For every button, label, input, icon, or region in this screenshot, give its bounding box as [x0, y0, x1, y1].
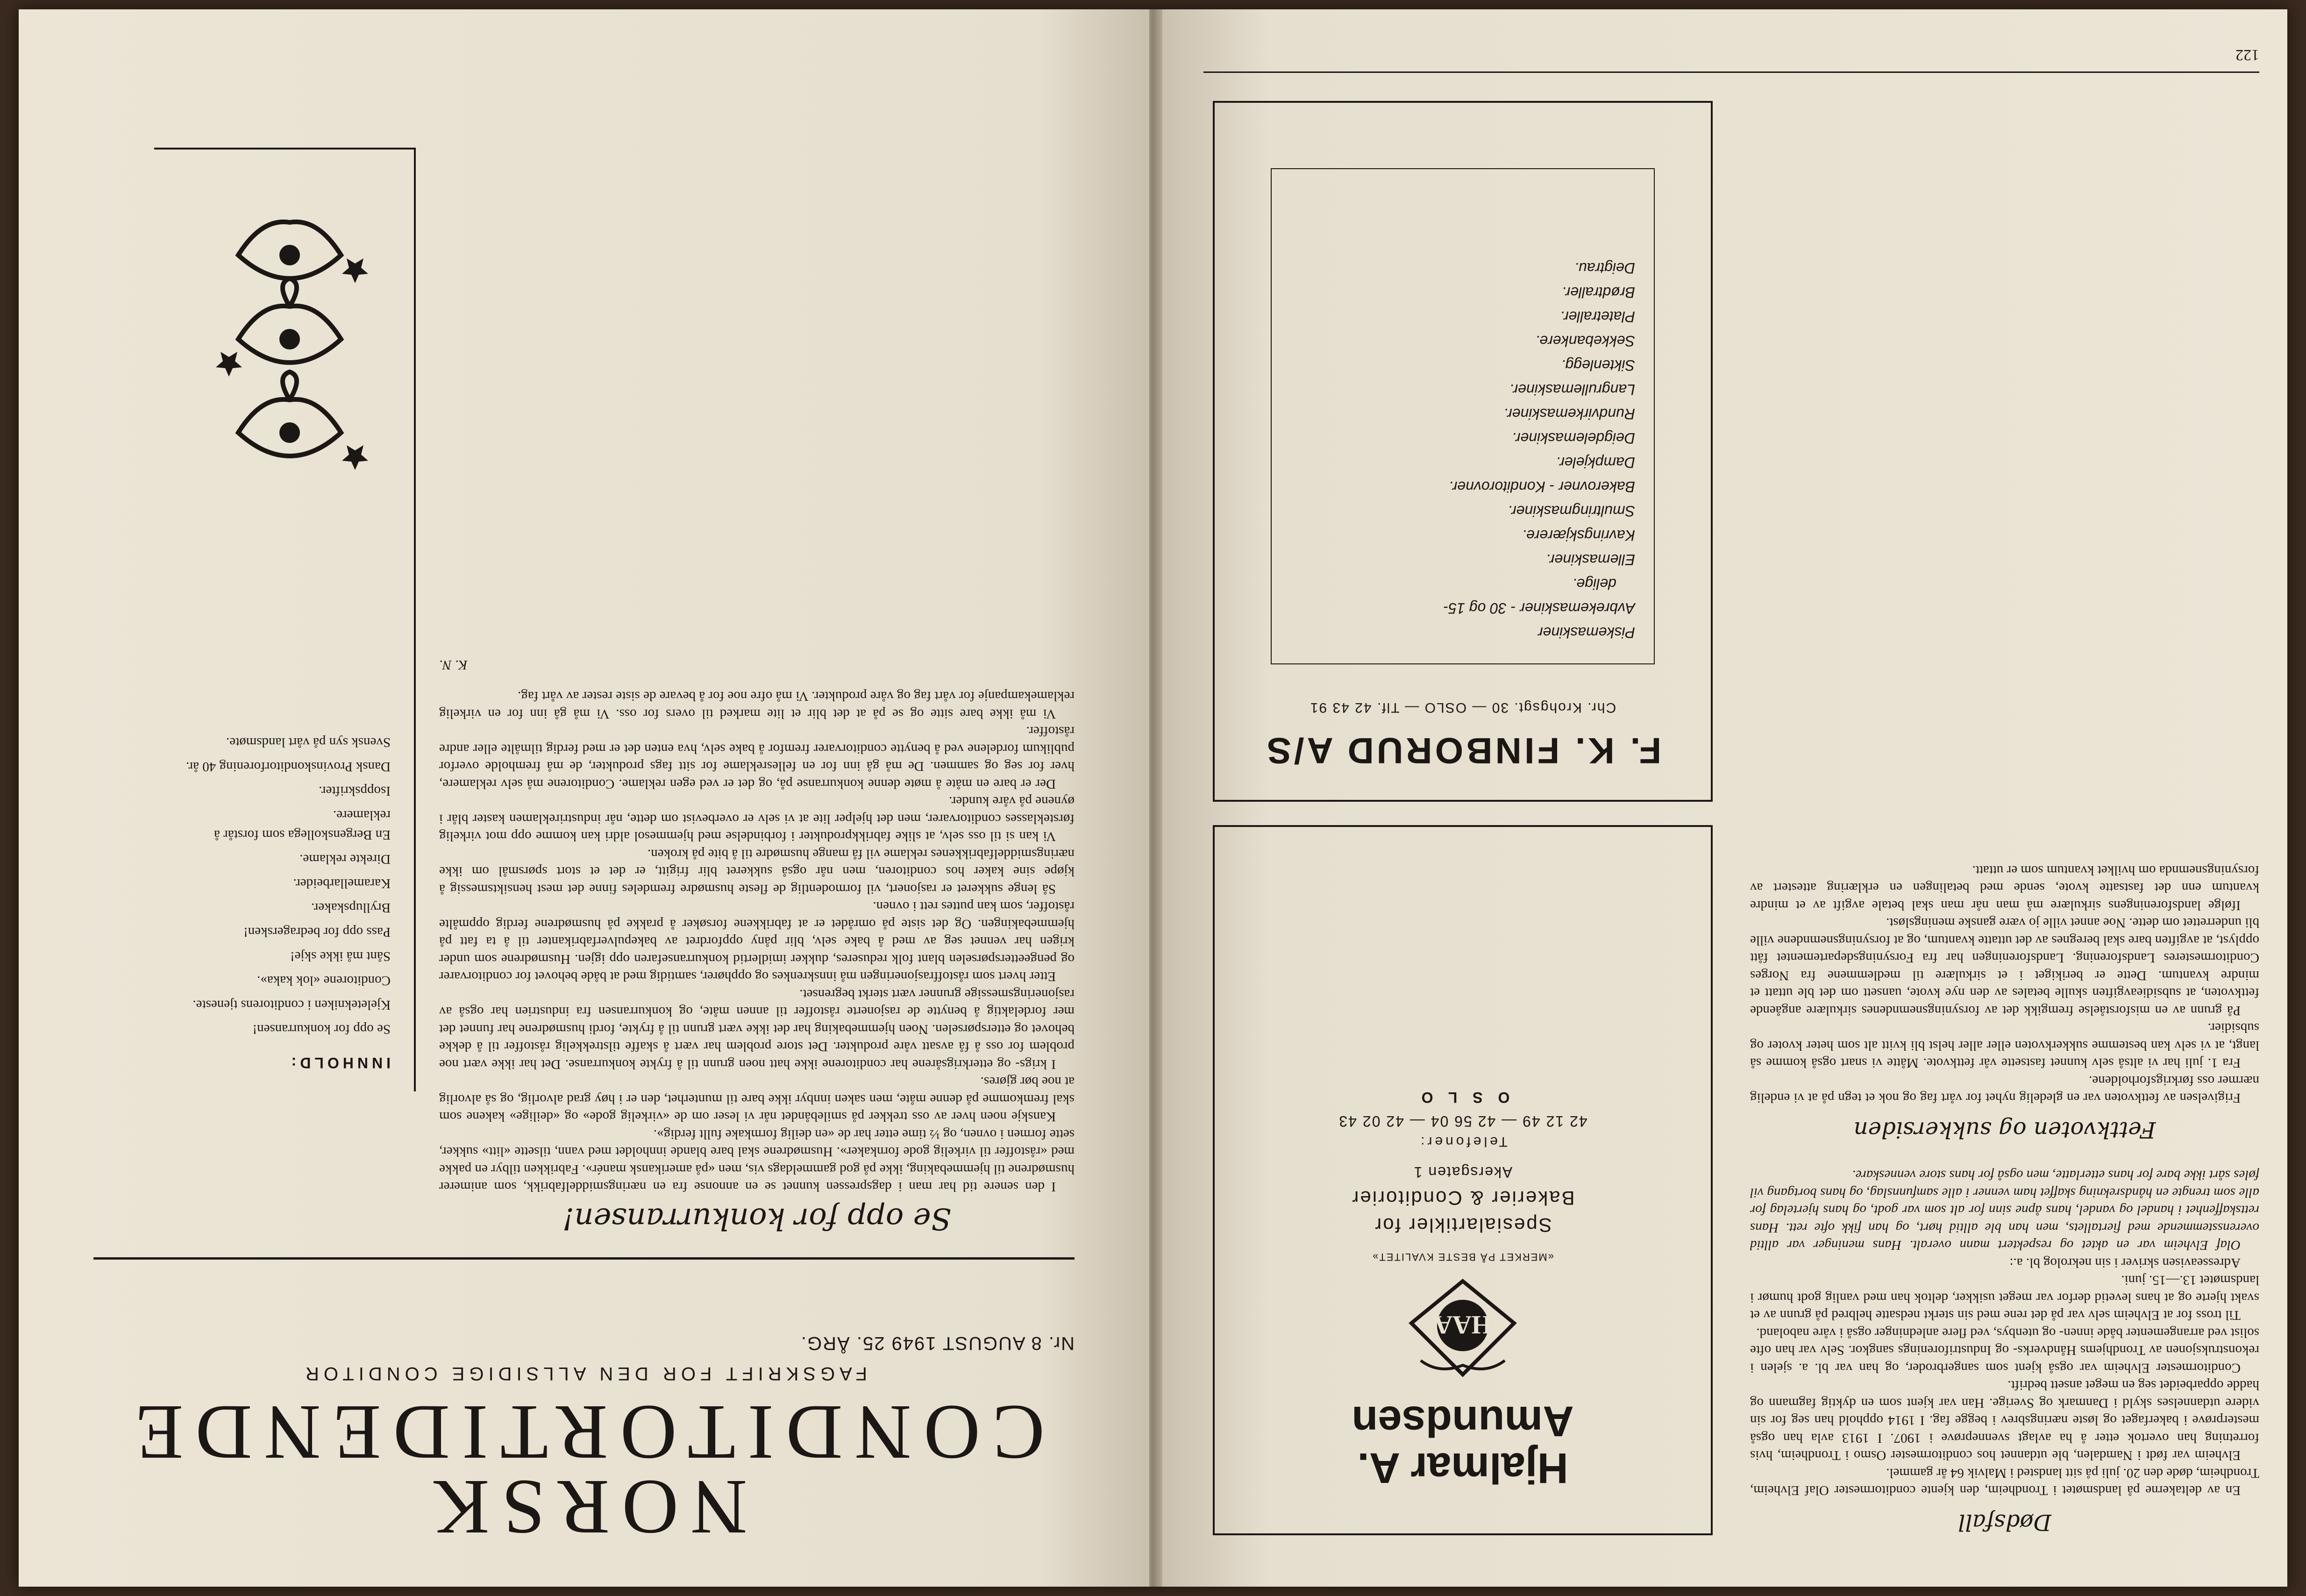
obituary-paragraph: Adresseavisen skriver i sin nekrolog bl. a.: [2009, 1255, 2241, 1270]
obituary-heading: Dødsfall [1958, 1509, 2051, 1535]
ad-amundsen-phones: 42 12 49 — 42 56 04 — 42 02 43 [1338, 1113, 1587, 1130]
article-paragraph: Etter hvert som råstoffrasjoneringen må innskrenkes og opphører, samtidig med at både behovet for conditorvarer og pengeetterspørselen blant folk reduseres, dukker imidlertid konkurransefaren opp igjen. Husmødrene som under krigen har vennet seg av med å bake selv, blir påny oppfordret av bakepulverfabrikanter til å ta fatt på hjemmebakingen. Og det siste på området er at fabrikkene forsøker å prakke på husmødrene ferdig oppmålte råstoffer, som kan puttes rett i ovnen. [439, 899, 1075, 984]
toc-item: Dansk Provinskonditorforening 40 år. [185, 759, 391, 774]
obituary-paragraph: Elvheim var født i Namdalen, ble utdannet hos conditormester Osmo i Trondheim, hvis forretning han overtok etter å ha avlagt svenneprøve i 1907. I 1913 avla han også mesterprøve i bakerfaget og løste næringsbrev i begge fag. I 1914 opphold han seg for sin videre utdannelses skyld i Danmark og Sverige. Han var kjent som en dyktig fagmann og hadde opparbeidet seg en meget ansett bedrift. [1750, 1378, 2259, 1463]
masthead-issue: Nr. 8 AUGUST 1949 25. ÅRG. [800, 1333, 1075, 1354]
ad-amundsen-specialty-line: Spesialartikler for [1374, 1214, 1552, 1236]
fettkvoten-paragraph: Ifølge landsforeningens sirkulære må man når man skal betale avgift av et mindre kvantum enn det fastsatte kvote, sende med betalingen en erklæring attestert av forsyningsnemnda om hvilket kvantum som er uttatt. [1750, 863, 2259, 913]
masthead-subtitle: FAGSKRIFT FOR DEN ALLSIDIGE CONDITOR [301, 1363, 868, 1384]
masthead-title [93, 1389, 1075, 1551]
masthead [93, 1332, 1075, 1551]
page-number: 122 [2235, 46, 2259, 64]
magazine-spread [19, 9, 2287, 1587]
ad-amundsen-name-line: Hjalmar A. [1357, 1444, 1568, 1492]
svg-text:HAA: HAA [1433, 1310, 1492, 1339]
ad-amundsen [1213, 825, 1713, 1535]
footer-rule [1203, 71, 2259, 73]
toc-item: Se opp for konkurransen! [252, 1022, 391, 1037]
masthead-title-line: CONDITORTIDENDE [123, 1389, 1045, 1476]
ad-amundsen-phone-label: Telefoner: [1418, 1134, 1508, 1149]
obituary-column [1750, 862, 2259, 1536]
ad-amundsen-name [1215, 1398, 1711, 1491]
toc-item: Svensk syn på vårt landsmøte. [226, 735, 391, 750]
product-item: Smultringmaskiner. [1508, 503, 1635, 520]
fettkvoten-heading: Fettkvoten og sukkersiden [1853, 1117, 2156, 1143]
toc-heading: INNHOLD: [287, 1054, 391, 1071]
toc-item: Bryllupskaker. [311, 900, 391, 915]
haa-logo-icon [1402, 1276, 1523, 1379]
toc-item: Isoppskrifter. [319, 784, 391, 798]
product-item: Platetraller. [1560, 308, 1635, 325]
fettkvoten-paragraph: Frigivelsen av fettkvoten var en gledelig nyhet for vårt fag og nok et tegn på at vi endelig nærmer oss førkrigsforholdene. [1750, 1073, 2259, 1106]
toc-item: Conditorene «lok kaka». [257, 973, 391, 988]
product-item: Brødtraller. [1561, 284, 1635, 301]
obituary-paragraph: Til tross for at Elvheim selv var på det rene med sin sterkt nedsatte helbred på grunn av et svakt hjerte og at hans levetid derfor var meget usikker, deltok han med vanlig godt humør i landsmøtet 13.—15. juni. [1750, 1273, 2259, 1323]
ad-finborud [1213, 101, 1713, 802]
product-item: Avbrekemaskiner - 30 og 15- [1443, 600, 1635, 617]
product-item: Deigtrau. [1574, 260, 1635, 277]
obituary-paragraph: Conditormester Elvheim var også kjent som sangerbroder, og han var bl. a. sjelen i rekonstruksjonen av Trondhjems Håndverks- og Industriforenings sangkor. Selv var han ofte solist ved arrangementer både innen- og utenbys, ved flere anledninger også i våre naboland. [1750, 1325, 2259, 1375]
ad-amundsen-city: O S L O [1416, 1089, 1510, 1106]
product-item: Ellemaskiner. [1546, 551, 1635, 568]
product-item: Deigdelemaskiner. [1512, 430, 1635, 447]
article-signature: K. N. [439, 657, 468, 672]
masthead-rule [93, 1257, 1075, 1260]
ad-amundsen-address: Akersgaten 1 [1413, 1164, 1513, 1181]
ad-amundsen-tagline: «MERKET PÅ BESTE KVALITET» [1372, 1251, 1554, 1263]
product-item: delige. [1572, 576, 1616, 592]
fettkvoten-paragraph: På grunn av en misforståelse fremgikk det av forsyningsnemndenes sirkulære angående fettkvoten, at subsidieavgiften skulle betales av den nye kvote, uansett om det ble uttatt et mindre kvantum. Dette er berikiget i et sirkulære til medlemmene fra Norges Conditormesteres Landsforening. Landsforeningen har fra Forsyningsdepartementet fått opplyst, at avgiften bare skal beregnes av det uttatte kvantum, og at forsyningsnemndene ville bli underrettet om dette. Noe annet ville jo være ganske meningsløst. [1750, 915, 2259, 1018]
article-paragraph: Så lenge sukkeret er rasjonert, vil formodentlig de fleste husmødre fremdeles finne det mest hensiktsmessig å kjøpe sine kaker hos conditoren, men når også sukkeret blir frigitt, er det et stort spørsmål om ikke næringsmiddelfabrikkenes reklame vil få mange husmødre til å bite på kroken. [439, 847, 1075, 897]
fettkvoten-paragraph: Fra 1. juli har vi altså selv kunnet fastsette vår fettkvote. Måtte vi snart også komme så langt, at vi selv kan bestemme sukkerkvoten eller aller helst bli kvitt alt som heter kvoter og subsidier. [1750, 1020, 2259, 1071]
obituary-paragraph: En av deltakerne på landsmøtet i Trondheim, den kjente conditormester Olaf Elvheim, Trondheim, døde den 20. juli på sitt landsted i Malvik 64 år gammel. [1750, 1466, 2259, 1498]
ad-finborud-name: F. K. FINBORUD A/S [1264, 730, 1662, 771]
product-item: Dampkjeler. [1556, 454, 1635, 471]
article-paragraph: I krigs- og etterkrigsårene har conditorene ikke hatt noen grunn til å frykte konkurranse. Det har ikke vært noe problem for oss å få avsatt våre produkter. Det store problem har vært å skaffe tilstrekkelig råstoffer til å dekke behovet og etterspørselen. Noen hjemmebaking har det ikke vært grunn til å frykte, fordi husmødrene har funnet det mer fordelaktig å benytte de rasjonerte råstoffer til annen måte, og konkurransen fra industrien har også av rasjoneringsmessige grunner vært sterkt begrenset. [439, 987, 1075, 1072]
toc-item: Kjeletekniken i conditorens tjeneste. [192, 998, 391, 1012]
page-front [19, 9, 1149, 1587]
toc-item: Direkte reklame. [299, 852, 391, 867]
product-item: Kavringskjærere. [1522, 527, 1635, 544]
product-item: Langrullemaskiner. [1509, 381, 1635, 398]
bird-ornament-icon [196, 199, 383, 489]
article-column [439, 656, 1075, 1236]
ad-finborud-address: Chr. Krohgsgt. 30 — OSLO — Tlf. 42 43 91 [1309, 700, 1616, 715]
toc-item: Sånt må ikke skje! [290, 949, 391, 964]
toc-item: Karamellarbeider. [293, 876, 391, 891]
article-heading: Se opp for konkurransen! [562, 1201, 952, 1236]
article-paragraph: Vi må ikke bare sitte og se på at det blir et lite marked til overs for oss. Vi må gå inn for en virkelig reklamekampanje for vårt fag og våre produkter. Vi må ofre noe for å bevare de siste rester av vårt fag. [439, 689, 1075, 721]
masthead-title-line: NORSK [420, 1464, 747, 1551]
obituary-quote: Olaf Elvheim var en aktet og respektert mann overalt. Hans meninger var alltid overensstemmende med fiertallets, men han ble alltid hørt, og han fikk ofte rett. Hans rettskaffenhet i handel og vandel, hans åpne sinn for alt som var godt, og hans hjertelag for alle som trengte en håndsrekning skaffet ham venner i alle samfunnslag, og hans bortgang vil føles sårt ikke bare for hans etterlatte, men også for hans store venneskare. [1750, 1168, 2259, 1253]
toc-item: En Bergenskollega som forstår å reklamere. [214, 808, 391, 842]
product-item: Rundvirkemaskiner. [1503, 406, 1635, 422]
page-122 [1157, 9, 2287, 1587]
product-item: Siktenlegg. [1561, 357, 1635, 374]
ad-finborud-product-list [1271, 168, 1655, 664]
article-paragraph: Kanskje noen hver av oss trekker på smilebåndet når vi leser om de «virkelig gode» og «deilige» kakene som skal fremkomme på denne måte, men saken innbyr ikke bare til munterhet, den er i høy grad alvorlig, og så alvorlig at noe bør gjøres. [439, 1074, 1075, 1125]
ad-amundsen-name-line: Amundsen [1352, 1397, 1574, 1445]
toc-item: Pass opp for bedragersken! [243, 925, 391, 940]
article-paragraph: Vi kan si til oss selv, at slike fabrikkprodukter i forbindelse med hjemmesol aldri kan komme opp mot virkelig førsteklasses conditorvarer, men det hjelper lite at vi selv er overbevist om dette, når industrireklamen kaster blår i øynene på våre kunder. [439, 794, 1075, 844]
product-item: Bakerovner - Konditorovner. [1448, 478, 1635, 495]
article-paragraph: Der er bare en måte å møte denne konkurranse på, og det er ved egen reklame. Conditorene må selv reklamere, hver for seg og sammen. De må gå inn for en fellesreklame for sitt fags produkter, de må fremholde overfor publikum fordelene ved å benytte conditorvarer fremfor å bake selv, hva enten det er med ferdig tilmålte eller andre råstoffer. [439, 724, 1075, 791]
product-item: Sekkebankere. [1535, 333, 1635, 349]
ad-amundsen-specialty-line: Bakerier & Conditorier [1351, 1187, 1575, 1209]
article-paragraph: I den senere tid har man i dagspressen kunnet se en annonse fra en næringsmiddelfabrikk, som animerer husmødrene til hjemmebaking, ikke på god gammeldags vis, men «på amerikansk manér». Fabrikken tilbyr en pakke med «råstoffer til virkelig gode fornkaker». Husmødrene skal bare blande innholdet med vann, tilsette «litt» sukker, sette formen i ovnen, og ½ time etter har de «en deilig formkake fullt ferdig». [439, 1127, 1075, 1195]
product-item: Piskemaskiner [1537, 624, 1635, 641]
ad-amundsen-specialty [1215, 1184, 1711, 1239]
